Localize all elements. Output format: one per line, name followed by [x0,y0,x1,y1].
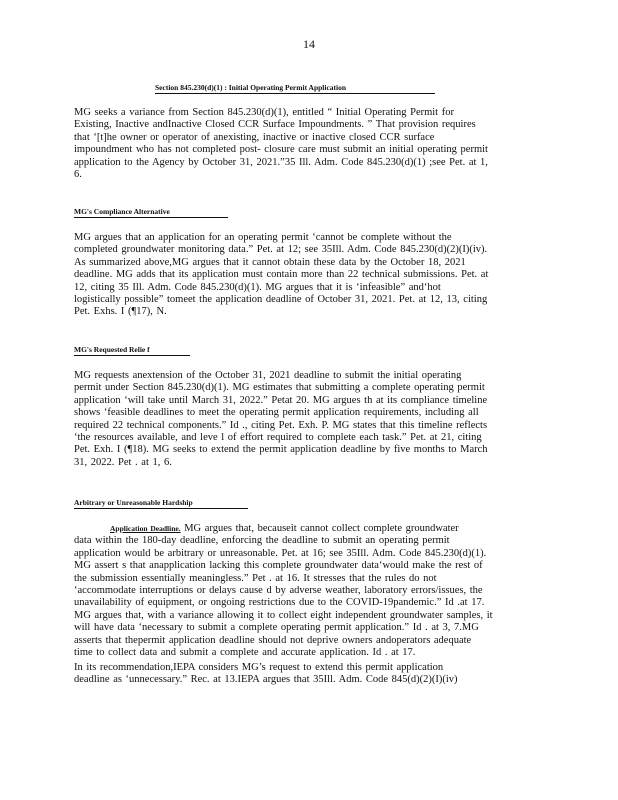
paragraph-variance-request [74,107,538,181]
text-line: MG argues that an application for an operating permit ‘cannot be complete without the [74,232,452,243]
text-line: Application Deadline. MG argues that, becauseit cannot collect complete groundwater [110,523,459,534]
text-line: As summarized above,MG argues that it cannot obtain these data by the October 18, 2021 [74,256,466,268]
text-line: application would be arbitrary or unreasonable. Pet. at 16; see 35Ill. Adm. Code 845.230(d)(1). [74,547,487,559]
text-line: 12, citing 35 Ill. Adm. Code 845.230(d)(1). MG argues that it is ‘infeasible” and‘hot [74,281,441,293]
text-line: completed groundwater monitoring data.” Pet. at 12; see 35Ill. Adm. Code 845.230(d)(2)(I)(iv). [74,244,488,256]
page-number: 14 [303,37,315,51]
inline-heading: Application Deadline. [110,524,181,533]
text-line: Existing, Inactive andInactive Closed CCR Surface Impoundments. ” That provision requires [74,119,476,131]
text-line: deadline as ‘unnecessary.” Rec. at 13.IEPA argues that 35Ill. Adm. Code 845(d)(2)(I)(iv) [74,674,458,686]
text-line: the submission essentially meaningless.” Pet . at 16. It stresses that the rules do not [74,572,437,584]
text-line: required 22 technical components.” Id ., citing Pet. Exh. P. MG states that this timeline reflects [74,419,488,431]
heading-arbitrary-hardship: Arbitrary or Unreasonable Hardship [74,498,248,509]
text-line: that ‘[t]he owner or operator of anexisting, inactive or inactive closed CCR surface [74,131,435,143]
text-line: 31, 2022. Pet . at 1, 6. [74,456,172,468]
text-line: impoundment who has not completed post- closure care must submit an initial operating permit [74,144,488,156]
section-heading: Section 845.230(d)(1) : Initial Operating Permit Application [155,83,435,94]
paragraph-iepa-recommendation [74,662,538,687]
text-line: shows ‘feasible deadlines to meet the operating permit application requirements, including all [74,407,479,419]
text-line: In its recommendation,IEPA considers MG’s request to extend this permit application [74,662,444,673]
text-line: ‘accommodate interruptions or delays cause d by adverse weather, laboratory errors/issues, the [74,585,483,597]
text-line: logistically possible” tomeet the application deadline of October 31, 2021. Pet. at 12, 13, citing [74,294,488,306]
text-line: asserts that thepermit application deadline should not deprive owners andoperators adequate [74,634,472,646]
paragraph-requested-relief [74,370,538,469]
paragraph-application-deadline [74,523,538,659]
text-line: application ‘will take until March 31, 2022.” Petat 20. MG argues th at its compliance timeline [74,394,488,406]
text-line: will have data ‘necessary to submit a complete operating permit application.” Id . at 3, 7.MG [74,622,479,634]
text-line: MG seeks a variance from Section 845.230(d)(1), entitled “ Initial Operating Permit for [74,107,454,118]
text-line: Pet. Exh. I (¶18). MG seeks to extend the permit application deadline by five months to March [74,444,488,456]
heading-requested-relief: MG's Requested Relie f [74,345,190,356]
text-line: time to collect data and submit a complete and accurate application. Id . at 17. [74,647,416,659]
text-line: permit under Section 845.230(d)(1). MG estimates that submitting a complete operating permit [74,382,485,394]
text-line: deadline. MG adds that its application must contain more than 22 technical submissions. Pet. at [74,269,489,281]
text-line: MG argues that, with a variance allowing it to collect eight independent groundwater samples, it [74,609,493,621]
heading-compliance-alternative: MG's Compliance Alternative [74,207,228,218]
text-line: application to the Agency by October 31, 2021.”35 Ill. Adm. Code 845.230(d)(1) ;see Pet. at 1, [74,156,488,168]
text-line: ‘the resources available, and leve l of effort required to complete each task.” Pet. at 21, citing [74,432,482,444]
text-line: MG requests anextension of the October 31, 2021 deadline to submit the initial operating [74,370,462,381]
text-line: MG assert s that anapplication lacking this complete groundwater data‘would make the rest of [74,560,483,572]
text-line: unavailability of equipment, or ongoing restrictions due to the COVID-19pandemic.” Id .at 17. [74,597,485,609]
text-line: data within the 180-day deadline, enforcing the deadline to submit an operating permit [74,535,450,547]
text-line: 6. [74,169,82,181]
paragraph-compliance-alternative [74,232,538,319]
text-line: Pet. Exhs. I (¶17), N. [74,306,167,318]
